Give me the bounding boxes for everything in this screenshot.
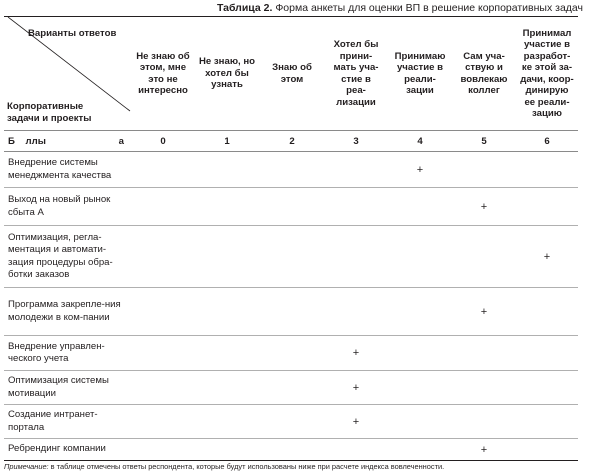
mark-cell: + bbox=[324, 405, 388, 439]
mark-cell: + bbox=[452, 439, 516, 461]
column-header: Принимаю участие в реали-зации bbox=[388, 17, 452, 131]
mark-cell bbox=[260, 439, 324, 461]
tasks-label: Корпоративные задачи и проекты bbox=[7, 101, 92, 124]
score-value: 0 bbox=[132, 131, 194, 152]
score-row bbox=[4, 131, 578, 152]
column-header: Хотел бы прини-мать уча-стие в реа-лизации bbox=[324, 17, 388, 131]
mark-cell bbox=[516, 405, 578, 439]
mark-cell bbox=[194, 336, 260, 371]
mark-cell bbox=[388, 336, 452, 371]
column-header: Сам уча-ствую и вовлекаю коллег bbox=[452, 17, 516, 131]
mark-cell bbox=[132, 336, 194, 371]
mark-cell bbox=[516, 288, 578, 336]
mark-cell bbox=[132, 152, 194, 188]
score-value: 4 bbox=[388, 131, 452, 152]
mark-cell bbox=[388, 226, 452, 288]
project-name: Внедрение управлен-ческого учета bbox=[4, 336, 132, 371]
mark-cell bbox=[194, 152, 260, 188]
mark-cell bbox=[260, 336, 324, 371]
table-row bbox=[4, 188, 578, 226]
score-value: 3 bbox=[324, 131, 388, 152]
mark-cell: + bbox=[324, 336, 388, 371]
project-name: Создание интранет-портала bbox=[4, 405, 132, 439]
mark-cell: + bbox=[388, 152, 452, 188]
header-row bbox=[4, 17, 578, 131]
mark-cell bbox=[260, 152, 324, 188]
mark-cell bbox=[452, 226, 516, 288]
mark-cell bbox=[452, 405, 516, 439]
mark-cell bbox=[516, 336, 578, 371]
project-name: Ребрендинг компании bbox=[4, 439, 132, 461]
score-value: 2 bbox=[260, 131, 324, 152]
answer-options-label: Варианты ответов bbox=[28, 28, 117, 39]
mark-cell bbox=[388, 439, 452, 461]
mark-cell bbox=[516, 439, 578, 461]
column-header: Не знаю, но хотел бы узнать bbox=[194, 17, 260, 131]
mark-cell bbox=[324, 188, 388, 226]
mark-cell bbox=[132, 288, 194, 336]
table-row bbox=[4, 226, 578, 288]
caption-text: Форма анкеты для оценки ВП в решение корпоративных задач bbox=[272, 2, 583, 14]
mark-cell bbox=[260, 371, 324, 405]
mark-cell bbox=[388, 188, 452, 226]
table-row bbox=[4, 152, 578, 188]
mark-cell bbox=[388, 371, 452, 405]
mark-cell bbox=[324, 439, 388, 461]
column-header: Знаю об этом bbox=[260, 17, 324, 131]
caption-label: Таблица 2. bbox=[216, 2, 273, 14]
mark-cell bbox=[516, 371, 578, 405]
table-caption bbox=[217, 2, 583, 14]
mark-cell bbox=[194, 288, 260, 336]
mark-cell bbox=[132, 405, 194, 439]
column-header: Принимал участие в разработ-ке этой за-дачи, коор-динирую ее реали-зацию bbox=[516, 17, 578, 131]
mark-cell: + bbox=[452, 188, 516, 226]
mark-cell bbox=[516, 152, 578, 188]
mark-cell bbox=[132, 188, 194, 226]
mark-cell bbox=[194, 226, 260, 288]
mark-cell bbox=[194, 439, 260, 461]
project-name: Оптимизация, регла-ментация и автомати-зация процедуры обра-ботки заказов bbox=[4, 226, 132, 288]
project-name: Программа закрепле-ния молодежи в ком-пании bbox=[4, 288, 132, 336]
project-name: Внедрение системы менеджмента качества bbox=[4, 152, 132, 188]
table-row bbox=[4, 371, 578, 405]
mark-cell bbox=[452, 371, 516, 405]
score-label: Б ллы а bbox=[4, 131, 132, 152]
mark-cell bbox=[324, 288, 388, 336]
mark-cell bbox=[194, 371, 260, 405]
mark-cell bbox=[324, 226, 388, 288]
table-row bbox=[4, 439, 578, 461]
mark-cell bbox=[194, 405, 260, 439]
column-header: Не знаю об этом, мне это не интересно bbox=[132, 17, 194, 131]
note-text: в таблице отмечены ответы респондента, которые будут использованы ниже при расчете индекса вовлеченности. bbox=[48, 462, 445, 471]
mark-cell: + bbox=[324, 371, 388, 405]
mark-cell bbox=[452, 152, 516, 188]
mark-cell bbox=[452, 336, 516, 371]
project-name: Выход на новый рынок сбыта А bbox=[4, 188, 132, 226]
project-name: Оптимизация системы мотивации bbox=[4, 371, 132, 405]
mark-cell bbox=[194, 188, 260, 226]
mark-cell bbox=[388, 405, 452, 439]
table-row bbox=[4, 336, 578, 371]
mark-cell bbox=[388, 288, 452, 336]
mark-cell bbox=[324, 152, 388, 188]
mark-cell bbox=[260, 226, 324, 288]
table-row bbox=[4, 288, 578, 336]
survey-table bbox=[4, 16, 578, 461]
mark-cell bbox=[260, 288, 324, 336]
mark-cell bbox=[132, 439, 194, 461]
score-value: 5 bbox=[452, 131, 516, 152]
mark-cell bbox=[132, 371, 194, 405]
mark-cell bbox=[516, 188, 578, 226]
mark-cell: + bbox=[452, 288, 516, 336]
score-value: 1 bbox=[194, 131, 260, 152]
mark-cell bbox=[132, 226, 194, 288]
mark-cell: + bbox=[516, 226, 578, 288]
table-row bbox=[4, 405, 578, 439]
mark-cell bbox=[260, 188, 324, 226]
corner-cell bbox=[4, 17, 132, 131]
mark-cell bbox=[260, 405, 324, 439]
score-value: 6 bbox=[516, 131, 578, 152]
table-note bbox=[4, 462, 444, 471]
note-label: Примечание: bbox=[4, 462, 49, 471]
